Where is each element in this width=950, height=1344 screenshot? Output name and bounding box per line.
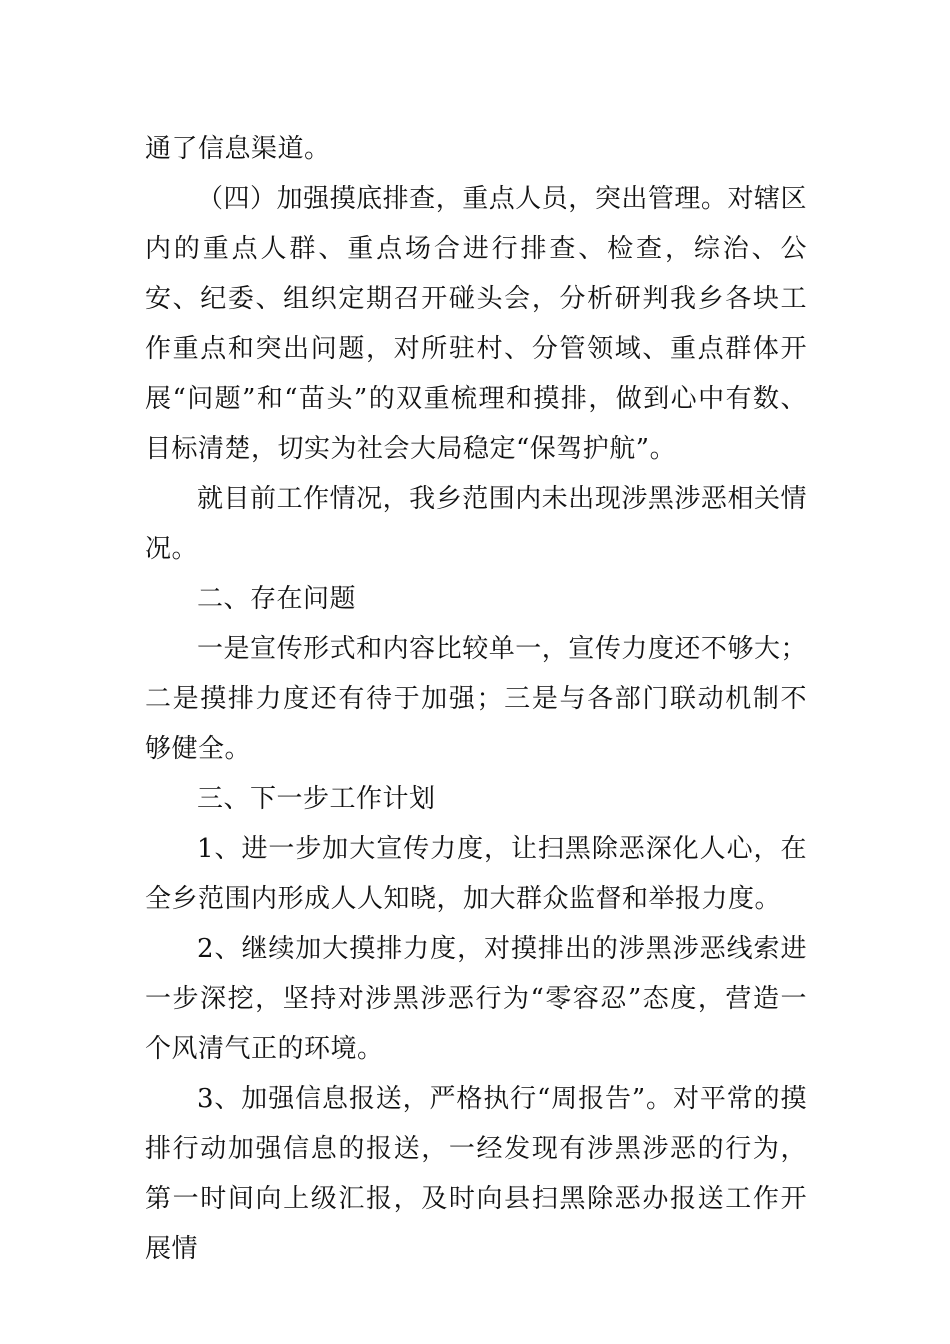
section-heading-problems: 二、存在问题 (197, 584, 357, 614)
plan-item-2: 2、继续加大摸排力度，对摸排出的涉黑涉恶线索进一步深挖，坚持对涉黑涉恶行为“零容忍”态度，营造一个风清气正的环境。 (145, 934, 807, 1064)
plan-item-3: 3、加强信息报送，严格执行“周报告”。对平常的摸排行动加强信息的报送，一经发现有涉黑涉恶的行为，第一时间向上级汇报，及时向县扫黑除恶办报送工作开展情 (145, 1084, 807, 1264)
paragraph-continuation: 通了信息渠道。 (145, 134, 331, 164)
plan-item-1: 1、进一步加大宣传力度，让扫黑除恶深化人心，在全乡范围内形成人人知晓，加大群众监督和举报力度。 (145, 834, 807, 914)
paragraph-summary: 就目前工作情况，我乡范围内未出现涉黑涉恶相关情况。 (145, 484, 807, 564)
paragraph-item-four: （四）加强摸底排查，重点人员，突出管理。对辖区内的重点人群、重点场合进行排查、检查，综治、公安、纪委、组织定期召开碰头会，分析研判我乡各块工作重点和突出问题，对所驻村、分管领域、重点群体开展“问题”和“苗头”的双重梳理和摸排，做到心中有数、目标清楚，切实为社会大局稳定“保驾护航”。 (145, 184, 807, 464)
section-heading-next-plan: 三、下一步工作计划 (197, 784, 436, 814)
document-body (145, 124, 807, 1274)
paragraph-problems: 一是宣传形式和内容比较单一，宣传力度还不够大；二是摸排力度还有待于加强；三是与各部门联动机制不够健全。 (145, 634, 807, 764)
